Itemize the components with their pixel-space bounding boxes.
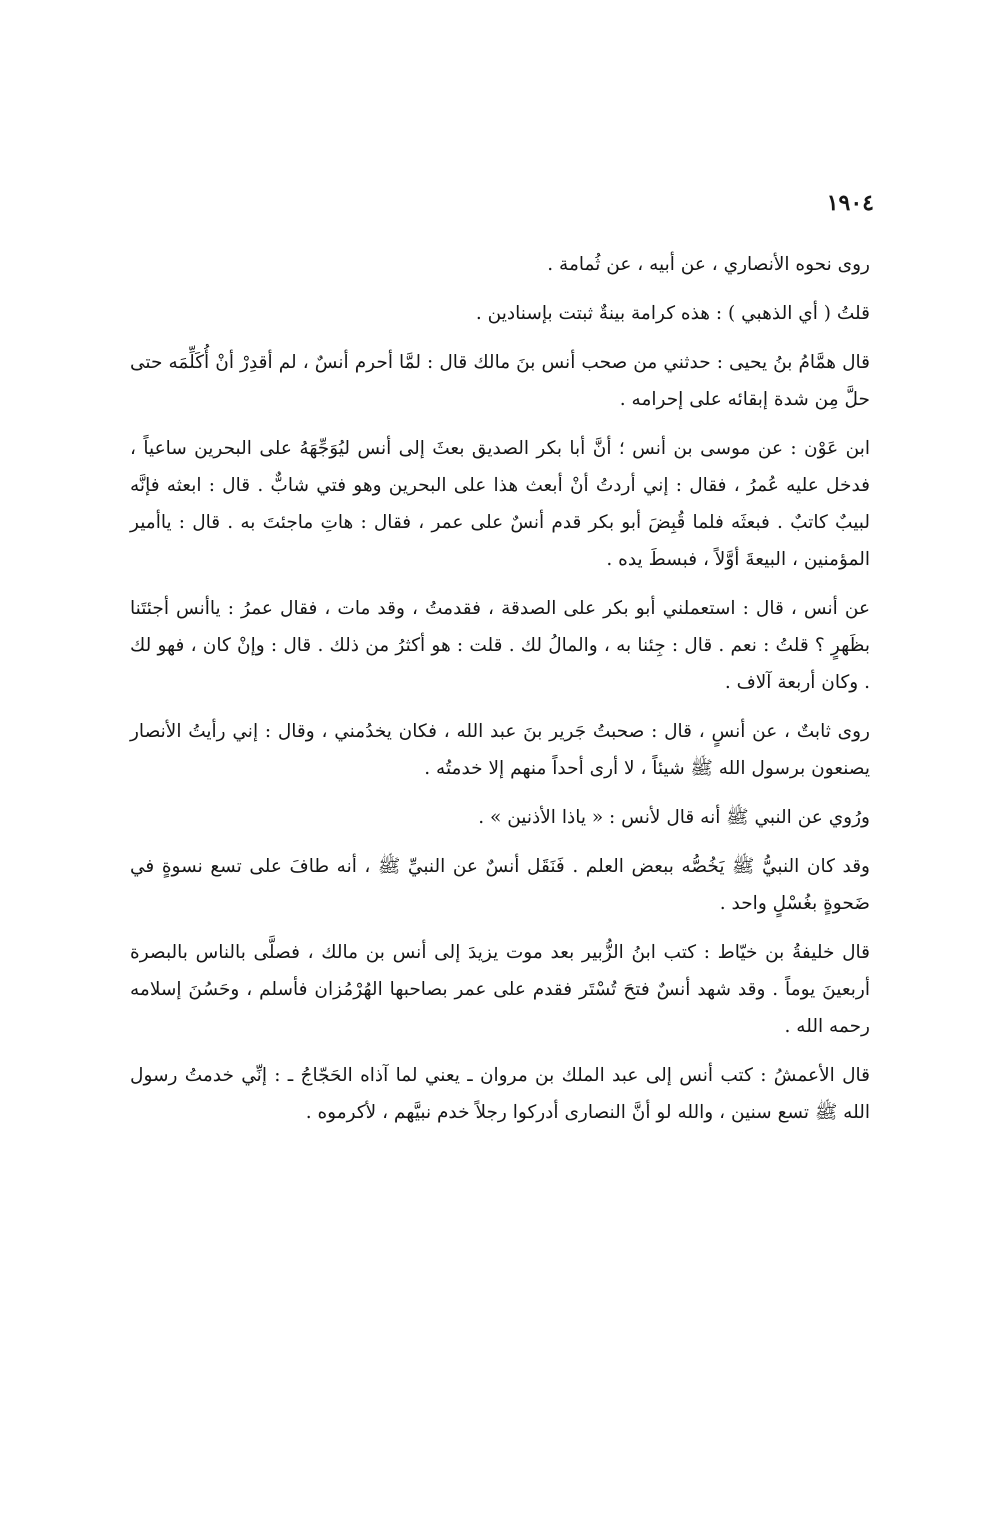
paragraph-5: عن أنس ، قال : استعملني أبو بكر على الصدقة ، فقدمتُ ، وقد مات ، فقال عمرُ : ياأنس أجئتَنا بظَهرٍ ؟ قلتُ : نعم . قال : جِئنا به ، والمالُ لك . قلت : هو أكثرُ من ذلك . قال : وإنْ كان ، فهو لك . وكان أربعة آلاف .: [130, 598, 870, 693]
paragraph-6: روى ثابتٌ ، عن أنسٍ ، قال : صحبتُ جَرير بنَ عبد الله ، فكان يخدُمني ، وقال : إني رأيتُ الأنصار يصنعون برسول الله ﷺ شيئاً ، لا أرى أحداً منهم إلا خدمتُه .: [130, 721, 870, 779]
paragraph-1: روى نحوه الأنصاري ، عن أبيه ، عن ثُمامة .: [547, 254, 870, 275]
page-number: ١٩٠٤: [826, 190, 874, 216]
paragraph-2: قلتُ ( أي الذهبي ) : هذه كرامة بينةٌ ثبتت بإسنادين .: [475, 303, 870, 324]
paragraph-10: قال الأعمشُ : كتب أنس إلى عبد الملك بن مروان ـ يعني لما آذاه الحَجّاجُ ـ : إنِّي خدمتُ رسول الله ﷺ تسع سنين ، والله لو أنَّ النصارى أدركوا رجلاً خدم نبيَّهم ، لأكرموه .: [130, 1065, 870, 1123]
paragraph-7: ورُوي عن النبي ﷺ أنه قال لأنس : « ياذا الأذنين » .: [478, 807, 870, 828]
paragraph-8: وقد كان النبيُّ ﷺ يَخُصُّه ببعض العلم . فَنَقَل أنسٌ عن النبيِّ ﷺ ، أنه طافَ على تسع نسوةٍ في ضَحوةٍ بغُسْلٍ واحد .: [130, 856, 870, 914]
paragraph-3: قال همَّامُ بنُ يحيى : حدثني من صحب أنس بنَ مالك قال : لمَّا أحرم أنسٌ ، لم أقدِرْ أنْ أُكَلِّمَه حتى حلَّ مِن شدة إبقائه على إحرامه .: [130, 352, 870, 410]
paragraph-4: ابن عَوْن : عن موسى بن أنس ؛ أنَّ أبا بكر الصديق بعثَ إلى أنس ليُوَجِّهَهُ على البحرين ساعياً ، فدخل عليه عُمرُ ، فقال : إني أردتُ أنْ أبعث هذا على البحرين وهو فتي شابٌّ . قال : ابعثه فإنَّه لبيبٌ كاتبٌ . فبعثَه فلما قُبِضَ أبو بكر قدم أنسٌ على عمر ، فقال : هاتِ ماجئتَ به . قال : ياأمير المؤمنين ، البيعةَ أوَّلاً ، فبسطَ يده .: [130, 438, 870, 570]
paragraph-9: قال خليفةُ بن خيّاط : كتب ابنُ الزُّبير بعد موت يزيدَ إلى أنس بن مالك ، فصلَّى بالناس بالبصرة أربعينَ يوماً . وقد شهد أنسٌ فتحَ تُسْتَر فقدم على عمر بصاحبها الهُرْمُزان فأسلم ، وحَسُنَ إسلامه رحمه الله .: [130, 942, 870, 1037]
body-text: [130, 246, 870, 1143]
